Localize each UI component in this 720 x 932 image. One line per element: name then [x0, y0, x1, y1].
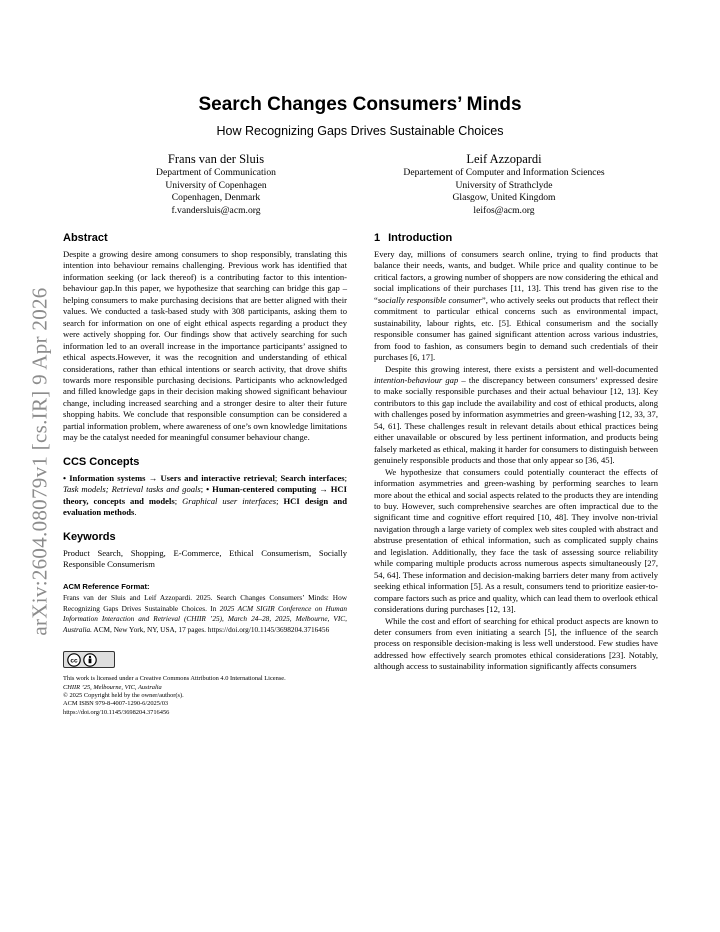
ccs-heading: CCS Concepts [63, 455, 140, 468]
author-university: University of Copenhagen [165, 179, 267, 191]
introduction-heading: 1 Introduction [374, 232, 453, 244]
license-notice: This work is licensed under a Creative Commons Attribution 4.0 International License. CHIIR ’25, Melbourne, VIC, Australia © 2025 Copyright held by the owner/author(s). ACM ISBN 979-8-4007-1290-6/2025/03 https://doi.org/10.1145/3698204.3716456 [63, 675, 286, 716]
abstract-heading: Abstract [63, 232, 108, 244]
right-column [374, 232, 658, 673]
author-university: University of Strathclyde [455, 179, 553, 191]
intro-paragraph: We hypothesize that consumers could potentially counteract the effects of information asymmetries and green-washing by performing searches to learn more about the ethical and social aspects related to the products they are intending to buy. However, such comprehensive searches are often impractical due to the significant time and cognitive effort required [10, 48]. They involve non-trivial navigation through a large variety of complex web sites coupled with abstract and abstruse presentation of ethical information, such as complicated supply chains and legislation. Additionally, they face the task of assessing source reliability while comparing multiple products across numerous aspects simultaneously [27, 54, 64]. These information and decision-making barriers deter many from actively seeking ethical information [5]. As a result, consumers tend to prioritize easier-to-compare factors such as price and quality, which can lead them to overlook ethical considerations during purchases [12, 13]. [374, 466, 658, 615]
author-department: Departement of Computer and Information Sciences [403, 167, 605, 178]
author-block [56, 151, 376, 217]
paper-subtitle: How Recognizing Gaps Drives Sustainable Choices [216, 124, 504, 138]
intro-paragraph: Every day, millions of consumers search online, trying to find products that balance their needs, wants, and budget. While price and quality continue to be critical factors, a growing number of shoppers are now considering the ethical and social implications of their purchases [11, 13]. This trend has given rise to the “socially responsible consumer”, who actively seeks out products that reflect their commitment to particular ethical concerns such as environmental impact, sustainability, labour rights, etc. [5]. Ethical consumerism and the socially responsible consumer has gained significant attention across various industries, from food to fashion, as consumers begin to demand such credentials of their purchases [6, 17]. [374, 249, 658, 363]
left-column [63, 232, 347, 717]
author-name: Frans van der Sluis [167, 152, 265, 166]
paper-title: Search Changes Consumers’ Minds [198, 94, 522, 115]
intro-paragraph: While the cost and effort of searching for ethical product aspects are known to deter consumers from even initiating a search [5], the influence of the search process on responsible decision-making is less well understood. Few studies have addressed how effectively search promotes ethical considerations [23]. Notably, although access to sustainability information significantly affects consumers [374, 615, 658, 672]
arxiv-stamp: arXiv:2604.08079v1 [cs.IR] 9 Apr 2026 [27, 286, 52, 636]
attribution-icon [83, 653, 97, 667]
author-name: Leif Azzopardi [466, 152, 542, 166]
reference-format-heading: ACM Reference Format: [63, 582, 150, 592]
keywords-text: Product Search, Shopping, E-Commerce, Ethical Consumerism, Socially Responsible Consumerism [63, 547, 347, 569]
keywords-heading: Keywords [63, 530, 116, 543]
author-email: leifos@acm.org [473, 204, 535, 216]
cc-by-badge [63, 651, 115, 668]
author-email: f.vandersluis@acm.org [171, 204, 261, 216]
svg-text:cc: cc [70, 657, 78, 665]
abstract-text: Despite a growing desire among consumers to shop responsibly, translating this intention into behaviour remains challenging. Previous work has identified that information seeking (or lack thereof) is a contributing factor to this intention-behaviour gap.In this paper, we hypothesize that searching can bridge this gap – helping consumers to make purchasing decisions that are better aligned with their values. We conducted a task-based study with 308 participants, asking them to search for information on one of eight ethical aspects regarding a product they were actively shopping for. Our findings show that actively searching for such information led to an overall increase in the importance participants’ assigned to ethical aspects.However, it was the recognition and understanding of ethical considerations, rather than ethical intentions or search activity, that drove shifts towards more responsible purchasing decisions. Participants who acknowledged and filled knowledge gaps in their decision making showed significant behaviour change, including increased searching and a stronger desire to alter their future shopping habits. We conclude that responsible consumption can be considered a partial information problem, where awareness of one’s own knowledge limitations may be the catalyst needed for meaningful consumer behaviour change. [63, 249, 347, 443]
author-location: Glasgow, United Kingdom [452, 192, 556, 204]
reference-format-text: Frans van der Sluis and Leif Azzopardi. 2025. Search Changes Consumers’ Minds: How Recognizing Gaps Drives Sustainable Choices. In 2025 ACM SIGIR Conference on Human Information Interaction and Retrieval (CHIIR ’25), March 24–28, 2025, Melbourne, VIC, Australia. ACM, New York, NY, USA, 17 pages. https://doi.org/10.1145/3698204.3716456 [63, 593, 347, 634]
author-department: Department of Communication [156, 167, 276, 178]
intro-paragraph: Despite this growing interest, there exists a persistent and well-documented intention-behaviour gap – the discrepancy between consumers’ expressed desire to make socially responsible purchases and their actual behaviour [12, 13]. Key contributors to this gap include the availability and cost of ethical products, along with challenges posed by information asymmetries and green-washing [12, 33, 37, 54, 61]. These challenges result in relevant details about ethical practices being either unavailable or obscured by less pertinent information, and products being falsely marketed as ethical, making it harder for consumers to distinguish between genuinely responsible products and those that only appear so [36, 45]. [374, 363, 658, 466]
author-location: Copenhagen, Denmark [171, 192, 261, 204]
ccs-concepts: • Information systems → Users and interactive retrieval; Search interfaces; Task models; Retrieval tasks and goals; • Human-centered computing → HCI theory, concepts and models; Graphical user interfaces; HCI design and evaluation methods. [63, 472, 347, 518]
cc-icon [67, 653, 81, 667]
author-block [344, 151, 664, 217]
